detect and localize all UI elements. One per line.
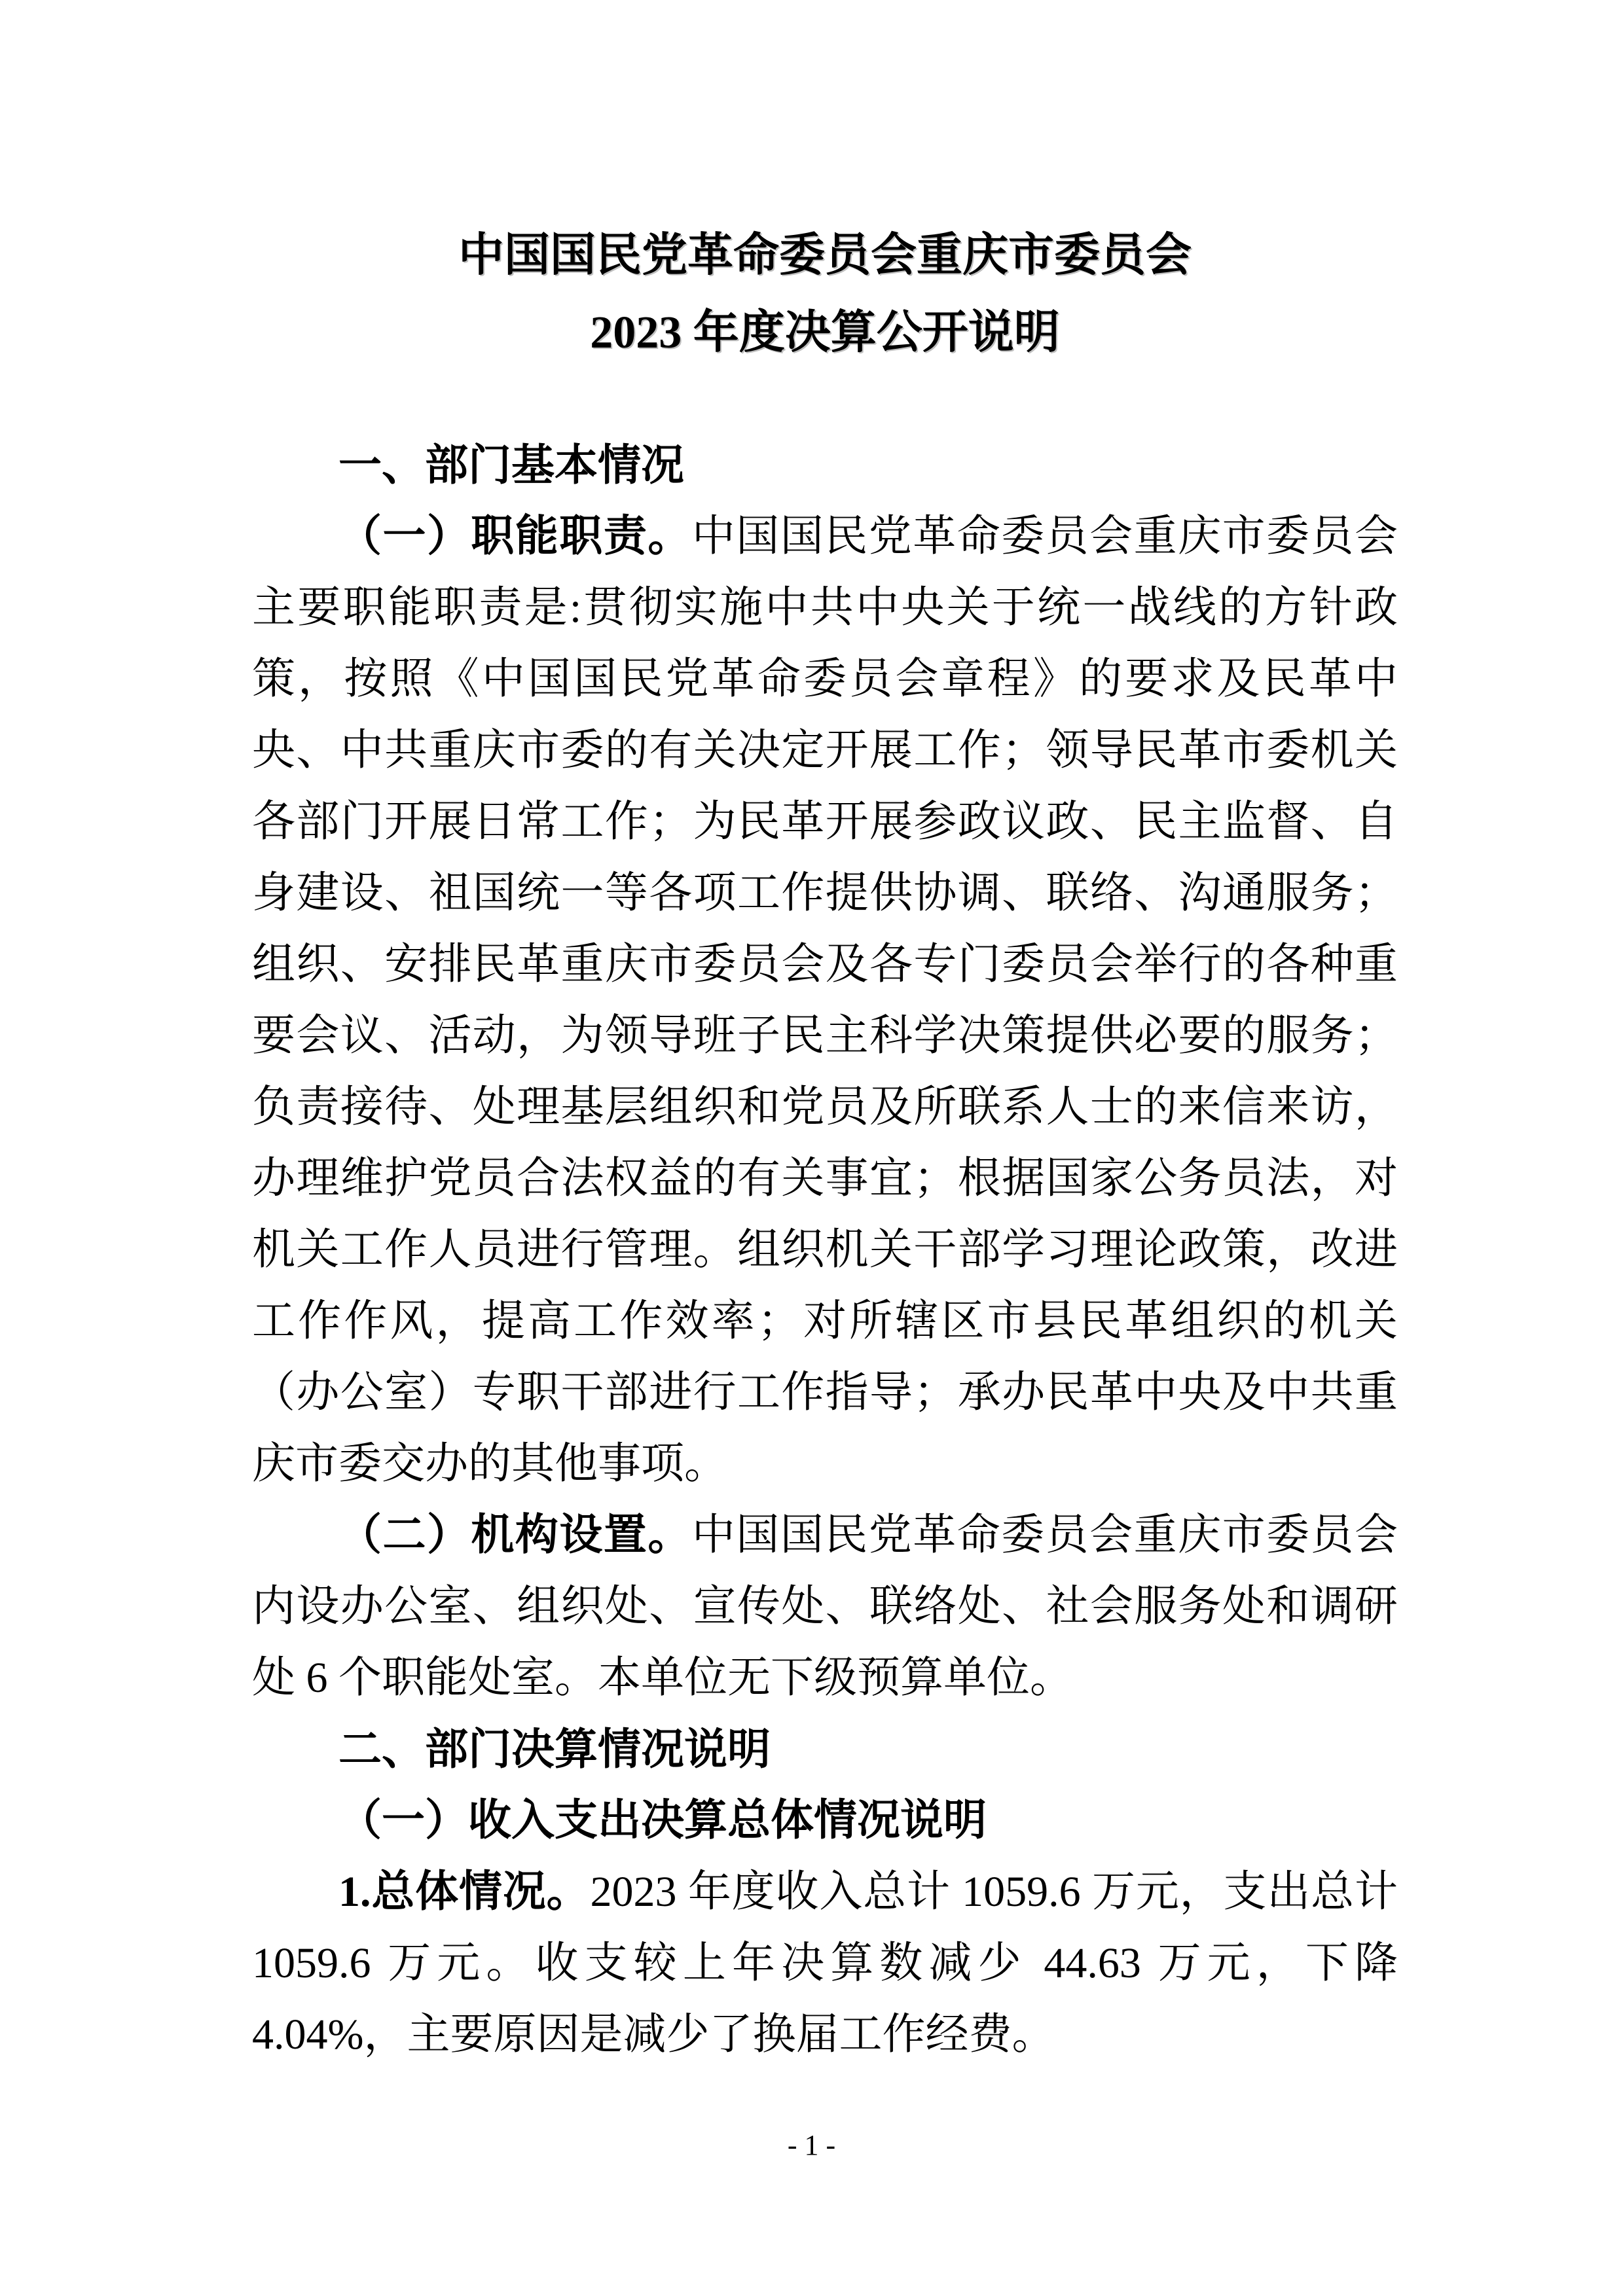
paragraph-duties-text: 中国国民党革命委员会重庆市委员会主要职能职责是:贯彻实施中共中央关于统一战线的方针政策，按照《中国国民党革命委员会章程》的要求及民革中央、中共重庆市委的有关决定开展工作；领导民革市委机关各部门开展日常工作；为民革开展参政议政、民主监督、自身建设、祖国统一等各项工作提供协调、联络、沟通服务；组织、安排民革重庆市委员会及各专门委员会举行的各种重要会议、活动，为领导班子民主科学决策提供必要的服务；负责接待、处理基层组织和党员及所联系人士的来信来访，办理维护党员合法权益的有关事宜；根据国家公务员法，对机关工作人员进行管理。组织机关干部学习理论政策，改进工作作风，提高工作效率；对所辖区市县民革组织的机关（办公室）专职干部进行工作指导；承办民革中央及中共重庆市委交办的其他事项。 bbox=[252, 512, 1398, 1488]
paragraph-overall-lead: 1.总体情况。 bbox=[338, 1868, 591, 1916]
title-line-1: 中国国民党革命委员会重庆市委员会 bbox=[458, 230, 1192, 281]
paragraph-duties bbox=[252, 501, 1398, 1499]
paragraph-duties-lead: （一）职能职责。 bbox=[338, 512, 692, 560]
page-number: - 1 - bbox=[787, 2129, 836, 2161]
subsection-heading-overall: （一）收入支出决算总体情况说明 bbox=[338, 1797, 987, 1844]
section-heading-final-accounts: 二、部门决算情况说明 bbox=[338, 1725, 771, 1773]
paragraph-structure-text: 中国国民党革命委员会重庆市委员会内设办公室、组织处、宣传处、联络处、社会服务处和调研处 6 个职能处室。本单位无下级预算单位。 bbox=[252, 1511, 1398, 1702]
paragraph-overall bbox=[252, 1856, 1398, 2070]
document-title bbox=[252, 217, 1398, 372]
document-body bbox=[252, 429, 1398, 2070]
section-heading-basic-info: 一、部门基本情况 bbox=[338, 440, 684, 489]
paragraph-structure-lead: （二）机构设置。 bbox=[338, 1511, 692, 1559]
title-line-2: 2023 年度决算公开说明 bbox=[590, 308, 1060, 358]
paragraph-overall-text: 2023 年度收入总计 1059.6 万元，支出总计 1059.6 万元。收支较上年决算数减少 44.63 万元，下降 4.04%，主要原因是减少了换届工作经费。 bbox=[252, 1868, 1398, 2058]
paragraph-structure bbox=[252, 1499, 1398, 1713]
document-content bbox=[252, 217, 1398, 2070]
